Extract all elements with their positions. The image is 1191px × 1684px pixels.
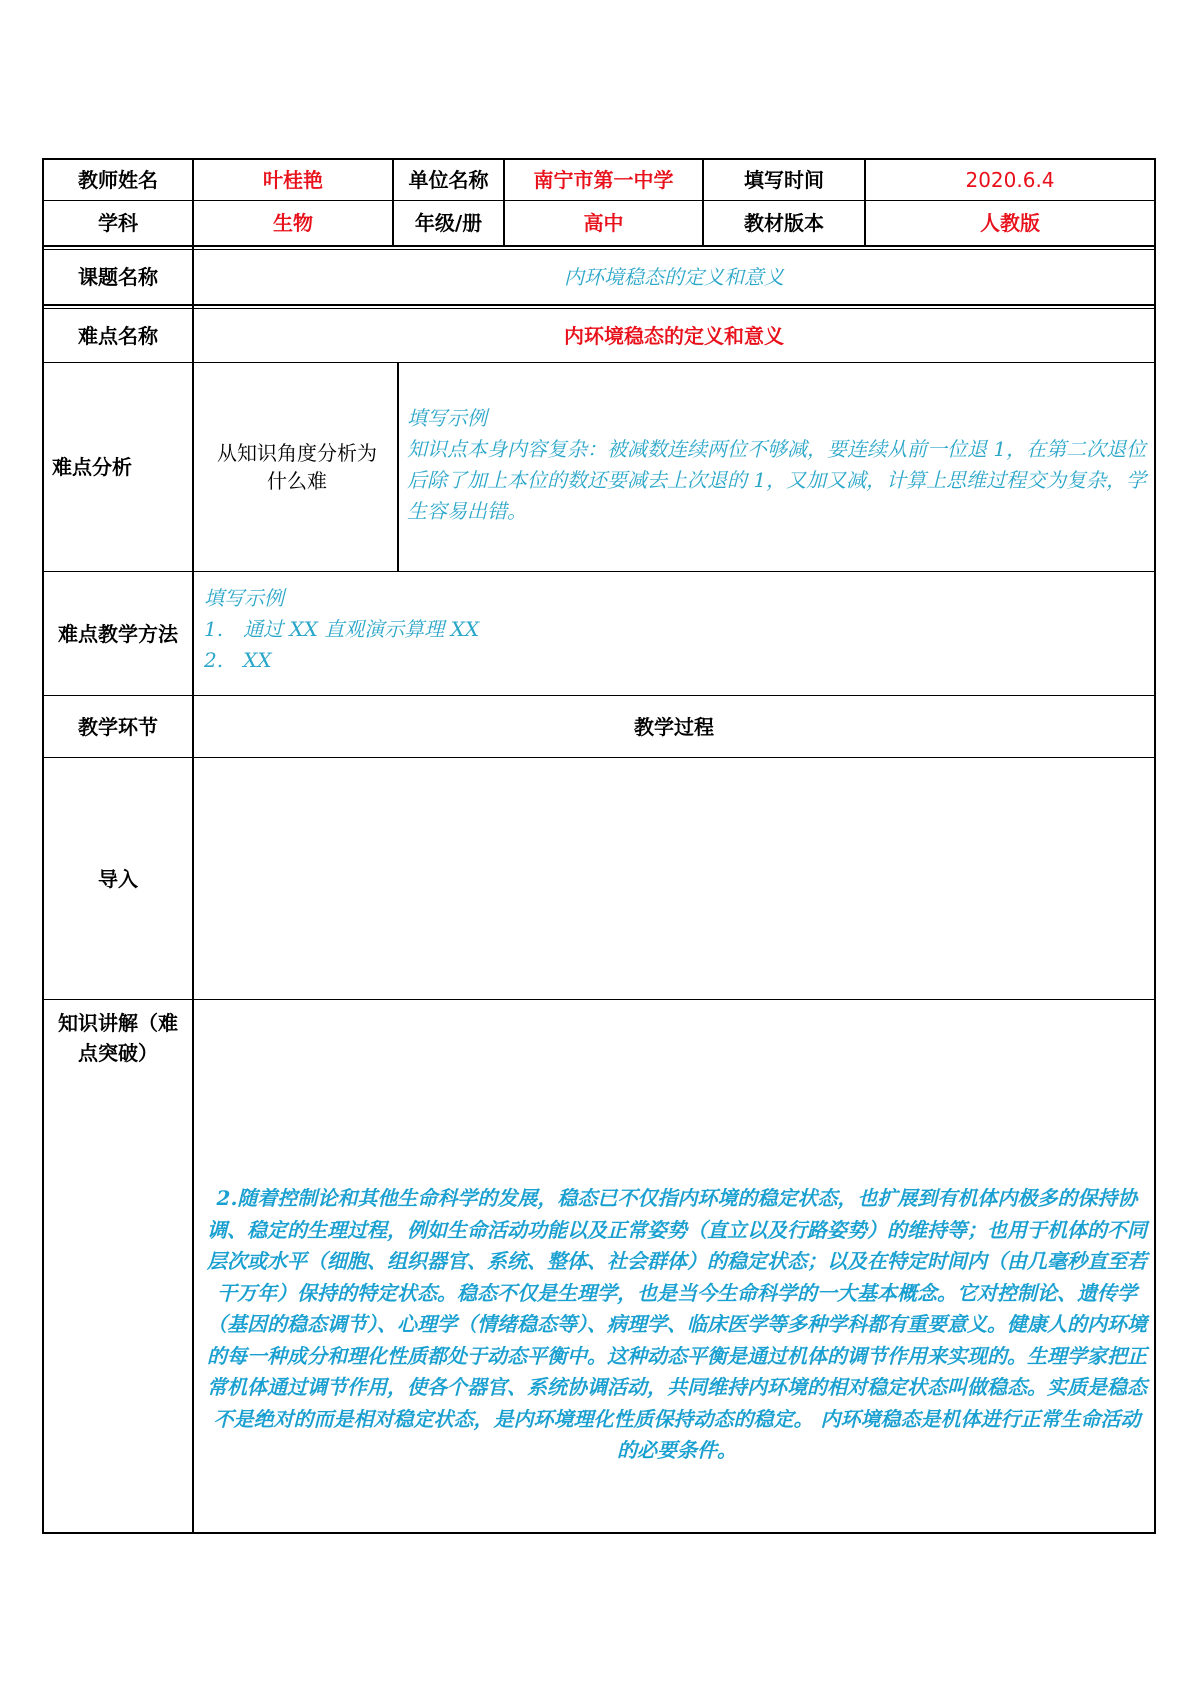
intro-content	[194, 758, 1154, 999]
method-item: 1. 通过 XX 直观演示算理 XX	[204, 617, 480, 641]
edition-value: 人教版	[980, 211, 1040, 235]
unit-label: 单位名称	[408, 168, 489, 192]
knowledge-label: 知识讲解（难点突破）	[58, 1011, 178, 1065]
row-divider	[42, 245, 1156, 247]
method-content	[204, 583, 1144, 693]
analysis-label: 难点分析	[52, 455, 132, 479]
fill-date: 2020.6.4	[965, 168, 1055, 192]
table-border-bottom	[42, 1532, 1156, 1534]
method-item: 2. XX	[204, 648, 272, 672]
method-example-title: 填写示例	[204, 586, 284, 610]
stage-header: 教学环节	[78, 714, 158, 739]
knowledge-content: 2.随着控制论和其他生命科学的发展，稳态已不仅指内环境的稳定状态，也扩展到有机体内极多的保持协调、稳定的生理过程，例如生命活动功能以及正常姿势（直立以及行路姿势）的维持等；也用于机体的不同层次或水平（细胞、组织器官、系统、整体、社会群体）的稳定状态；以及在特定时间内（由几毫秒直至若干万年）保持的特定状态。稳态不仅是生理学，也是当今生命科学的一大基本概念。它对控制论、遗传学（基因的稳态调节）、心理学（情绪稳态等）、病理学、临床医学等多种学科都有重要意义。健康人的内环境的每一种成分和理化性质都处于动态平衡中。这种动态平衡是通过机体的调节作用来实现的。生理学家把正常机体通过调节作用，使各个器官、系统协调活动，共同维持内环境的相对稳定状态叫做稳态。实质是稳态不是绝对的而是相对稳定状态，是内环境理化性质保持动态的稳定。 内环境稳态是机体进行正常生命活动的必要条件。	[207, 1186, 1147, 1462]
analysis-example-title: 填写示例	[407, 406, 487, 430]
row-divider	[42, 304, 1156, 306]
subject-label: 学科	[98, 211, 138, 235]
topic-value: 内环境稳态的定义和意义	[564, 265, 784, 289]
difficulty-value: 内环境稳态的定义和意义	[564, 323, 784, 348]
analysis-sub-label: 从知识角度分析为什么难	[217, 441, 377, 493]
teacher-label: 教师姓名	[78, 168, 158, 192]
topic-label: 课题名称	[78, 265, 158, 289]
process-header: 教学过程	[634, 714, 714, 739]
date-label: 填写时间	[744, 168, 824, 192]
intro-label: 导入	[98, 866, 138, 891]
row-divider	[42, 999, 1156, 1000]
subject-value: 生物	[273, 211, 313, 235]
unit-name: 南宁市第一中学	[533, 168, 674, 192]
teacher-name: 叶桂艳	[263, 168, 323, 192]
row-divider	[42, 571, 1156, 572]
difficulty-label: 难点名称	[78, 323, 158, 348]
edition-label: 教材版本	[744, 211, 824, 235]
grade-label: 年级/册	[414, 211, 483, 235]
table-border-right	[1154, 158, 1156, 1534]
column-divider	[397, 362, 399, 571]
analysis-example	[407, 403, 1149, 563]
analysis-example-text: 知识点本身内容复杂：被减数连续两位不够减，要连续从前一位退 1，在第二次退位后除了加上本位的数还要减去上次退的 1，又加又减，计算上思维过程交为复杂，学生容易出错。	[407, 437, 1147, 523]
lesson-plan-table	[42, 158, 1156, 1534]
grade-value: 高中	[583, 211, 624, 235]
method-label: 难点教学方法	[58, 621, 178, 646]
